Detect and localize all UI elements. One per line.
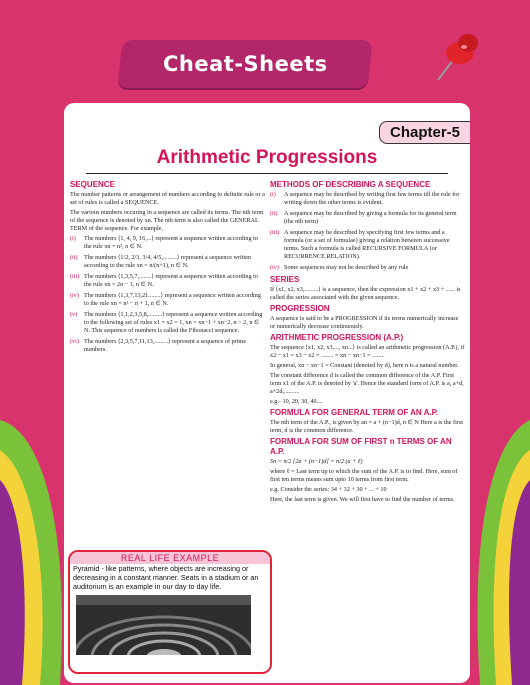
list-item: (i) A sequence may be described by writing first few terms till the rule for writing down the other terms is evident. — [270, 191, 460, 206]
progression-heading: PROGRESSION — [270, 304, 330, 313]
cheat-sheets-banner — [117, 40, 372, 88]
sequence-heading: SEQUENCE — [70, 180, 115, 189]
pushpin-icon — [418, 25, 488, 95]
series-text: If ⟨x1, x2, x3,.........⟩ is a sequence, then the expression x1 + x2 + x3 + ...... is called the series associated with the given sequence. — [270, 286, 461, 301]
list-item: (v) The numbers ⟨1,1,2,3,5,8,.........⟩ represent a sequence written according to the following set of rules x1 = x2 = 1, xn = xn−1 + xn−2, n > 2, n ∈ N. This sequence of numbers is called the Fibonacci sequence. — [70, 311, 263, 334]
ap-text-2: In general, xn − xn−1 = Constant (denoted by d), here n is a natural number. — [270, 362, 459, 369]
general-term-heading: FORMULA FOR GENERAL TERM OF AN A.P. — [270, 408, 439, 417]
banner-title: Cheat-Sheets — [162, 52, 328, 76]
sequence-general-term: The various numbers occuring in a sequence are called its terms. The nth term of the sequence is denoted by xn. The nth term is also called the GENERAL TERM of the sequence. For example, — [70, 209, 264, 232]
cheat-sheet-card — [64, 103, 470, 683]
list-item: (vi) The numbers ⟨2,3,5,7,11,13,.........⟩ represent a sequence of prime numbers. — [70, 338, 246, 353]
title-divider — [86, 173, 448, 174]
methods-heading: METHODS OF DESCRIBING A SEQUENCE — [270, 180, 431, 189]
list-item: (iv) The numbers ⟨1,3,7,13,21........⟩ represent a sequence written according to the rule xn = n² − n + 1, n ∈ N. — [70, 292, 261, 307]
real-life-example-box — [68, 550, 272, 674]
list-item: (iii) A sequence may be described by specifying first few terms and a formula (or a set of formulae) giving a relation between successive terms. Such a formula is called RECURSIVE FORMULA (or RECURRENCE RELATION). — [270, 229, 450, 260]
series-heading: SERIES — [270, 275, 300, 284]
left-column — [70, 180, 266, 357]
general-term-text: The nth term of the A.P., is given by an = a + (n−1)d, n ∈ N Here a is the first term, d is the common difference. — [270, 419, 464, 434]
ap-example: e.g.- 10, 20, 30, 40.... — [270, 398, 323, 405]
ap-heading: ARITHMETIC PROGRESSION (A.P.) — [270, 333, 404, 342]
list-item: (iii) The numbers ⟨1,3,5,7,........⟩ represent a sequence written according to the rule xn = 2n − 1, n ∈ N. — [70, 273, 258, 288]
auditorium-photo — [76, 595, 251, 655]
chapter-label: Chapter-5 — [379, 121, 470, 144]
sum-text: where ℓ = Last term up to which the sum of the A.P. is to find. Here, sum of first ten terms means sum upto 10 terms from first term. — [270, 468, 458, 483]
progression-text: A sequence is said to be a PROGRESSION if its terms numerically increase or numerically decrease continuously. — [270, 315, 459, 330]
real-life-heading: REAL LIFE EXAMPLE — [70, 552, 270, 564]
sum-heading: FORMULA FOR SUM OF FIRST n TERMS OF AN A.P. — [270, 437, 452, 456]
list-item: (i) The numbers ⟨1, 4, 9, 16,...⟩ represent a sequence written according to the rule xn = n², n ∈ N. — [70, 235, 258, 250]
sum-example-2: Here, the last term is given. We will first have to find the number of terms. — [270, 496, 455, 503]
ap-text-3: The constant difference d is called the common difference of the A.P. First term x1 of the A.P. is denoted by 'a'. Hence the standard form of A.P. is a, a+d, a+2d,.......... — [270, 372, 464, 395]
sum-formula: Sn = n/2 [2a + (n−1)d] = n/2 (a + ℓ) — [270, 458, 363, 465]
sum-example: e.g. Consider the series: 34 + 32 + 30 + ... + 10 — [270, 486, 387, 493]
list-item: (ii) The numbers ⟨1/2, 2/3, 3/4, 4/5,.........⟩ represent a sequence written according to the rule xn = n/(n+1), n ∈ N. — [70, 254, 252, 269]
list-item: (ii) A sequence may be described by giving a formula for its general term (the nth term) — [270, 210, 457, 225]
sequence-definition: The number patterns or arrangement of numbers according to definite rule or a set of rules is called a SEQUENCE. — [70, 191, 265, 206]
right-column — [270, 180, 465, 506]
real-life-text: Pyramid - like patterns, where objects are increasing or decreasing in a constant manner. Seats in a stadium or an auditorium is an example in our day to day life. — [73, 564, 259, 591]
page-title: Arithmetic Progressions — [156, 147, 378, 168]
ap-text-1: The sequence ⟨x1, x2, x3,..., xn...⟩ is called an arithmetic progression (A.P.), if x2 − x1 = x3 − x2 = ........ = xn − xn−1 = ........ — [270, 344, 465, 359]
list-item: (iv) Some sequences may not be described by any rule — [270, 264, 409, 271]
